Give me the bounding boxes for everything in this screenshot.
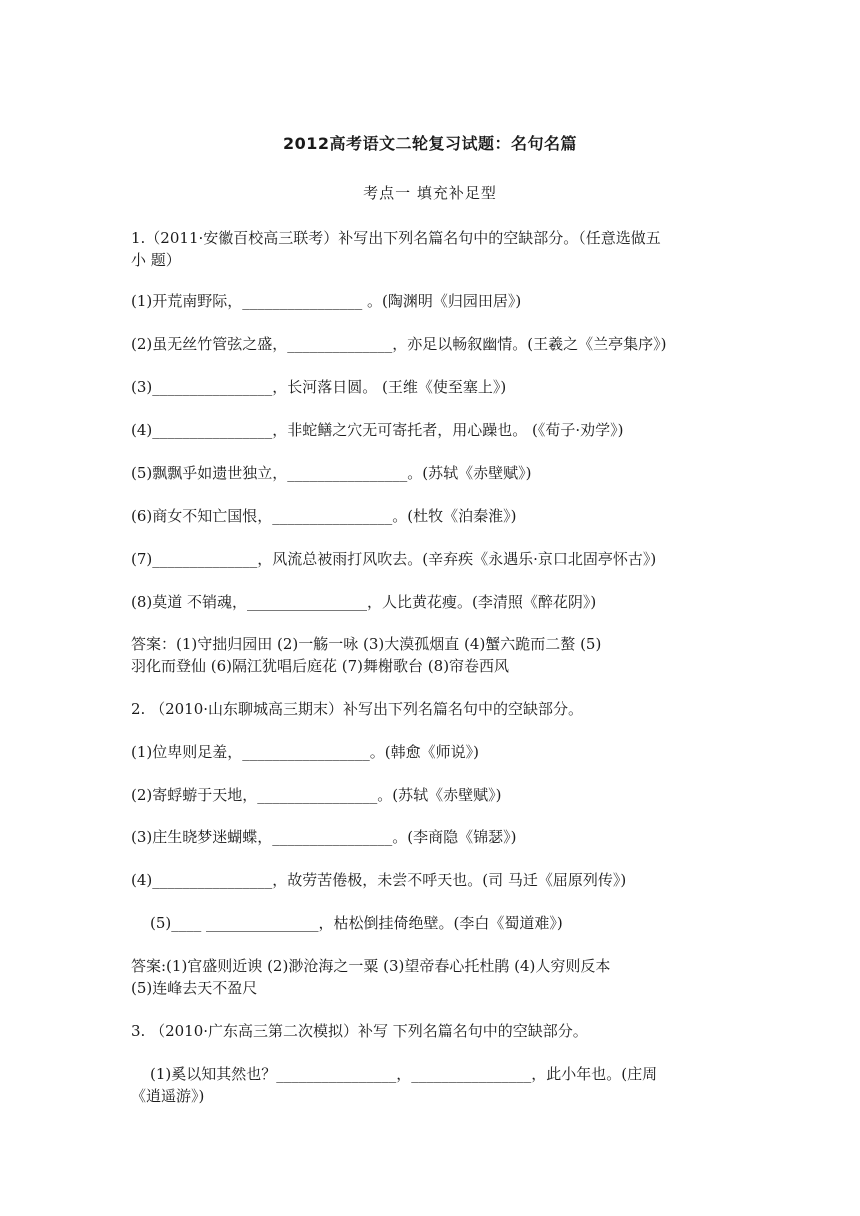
document-title: 2012高考语文二轮复习试题：名句名篇 bbox=[282, 134, 578, 153]
question-1-item-1: (1)开荒南野际，________________ 。(陶渊明《归园田居》) bbox=[131, 292, 522, 310]
question-2-item-2: (2)寄蜉蝣于天地，________________。(苏轼《赤壁赋》) bbox=[131, 786, 502, 804]
question-1-item-2: (2)虽无丝竹管弦之盛，______________，亦足以畅叙幽情。(王羲之《兰亭集序》) bbox=[131, 335, 667, 353]
question-2-answer-cont: (5)连峰去天不盈尺 bbox=[131, 979, 258, 997]
question-1-item-8: (8)莫道 不销魂，________________，人比黄花瘦。(李清照《醉花阴》) bbox=[131, 593, 597, 611]
question-1-item-6: (6)商女不知亡国恨，________________。(杜牧《泊秦淮》) bbox=[131, 507, 517, 525]
question-1-item-7: (7)______________，风流总被雨打风吹去。(辛弃疾《永遇乐·京口北固亭怀古》) bbox=[131, 550, 657, 568]
question-3-item-1-cont: 《逍遥游》) bbox=[131, 1087, 205, 1105]
question-2-answer: 答案:(1)官盛则近谀 (2)渺沧海之一粟 (3)望帝春心托杜鹃 (4)人穷则反本 bbox=[131, 957, 611, 975]
question-1-item-5: (5)飘飘乎如遗世独立，________________。(苏轼《赤壁赋》) bbox=[131, 464, 532, 482]
question-2-item-3: (3)庄生晓梦迷蝴蝶，________________。(李商隐《锦瑟》) bbox=[131, 828, 517, 846]
question-1-item-3: (3)________________，长河落日圆。 (王维《使至塞上》) bbox=[131, 378, 507, 396]
question-3-prompt: 3. （2010·广东高三第二次模拟）补写 下列名篇名句中的空缺部分。 bbox=[131, 1022, 588, 1040]
question-1-answer: 答案：(1)守拙归园田 (2)一觞一咏 (3)大漠孤烟直 (4)蟹六跪而二螯 (5) bbox=[131, 635, 602, 653]
question-2-item-1: (1)位卑则足羞，_________________。(韩愈《师说》) bbox=[131, 743, 479, 761]
question-2-item-5: (5)____ _______________，枯松倒挂倚绝壁。(李白《蜀道难》) bbox=[150, 914, 563, 932]
section-heading: 考点一 填充补足型 bbox=[363, 184, 497, 202]
question-1-prompt-cont: 小 题） bbox=[131, 251, 181, 269]
question-2-prompt: 2. （2010·山东聊城高三期末）补写出下列名篇名句中的空缺部分。 bbox=[131, 700, 584, 718]
question-3-item-1: (1)奚以知其然也？________________，________________，此小年也。(庄周 bbox=[150, 1065, 658, 1083]
question-1-answer-cont: 羽化而登仙 (6)隔江犹唱后庭花 (7)舞榭歌台 (8)帘卷西风 bbox=[131, 657, 510, 675]
question-2-item-4: (4)________________，故劳苦倦极，未尝不呼天也。(司 马迁《屈原列传》) bbox=[131, 871, 627, 889]
question-1-prompt: 1.（2011·安徽百校高三联考）补写出下列名篇名句中的空缺部分。（任意选做五 bbox=[131, 229, 661, 247]
question-1-item-4: (4)________________，非蛇鳝之穴无可寄托者，用心躁也。 (《荀子·劝学》) bbox=[131, 421, 624, 439]
